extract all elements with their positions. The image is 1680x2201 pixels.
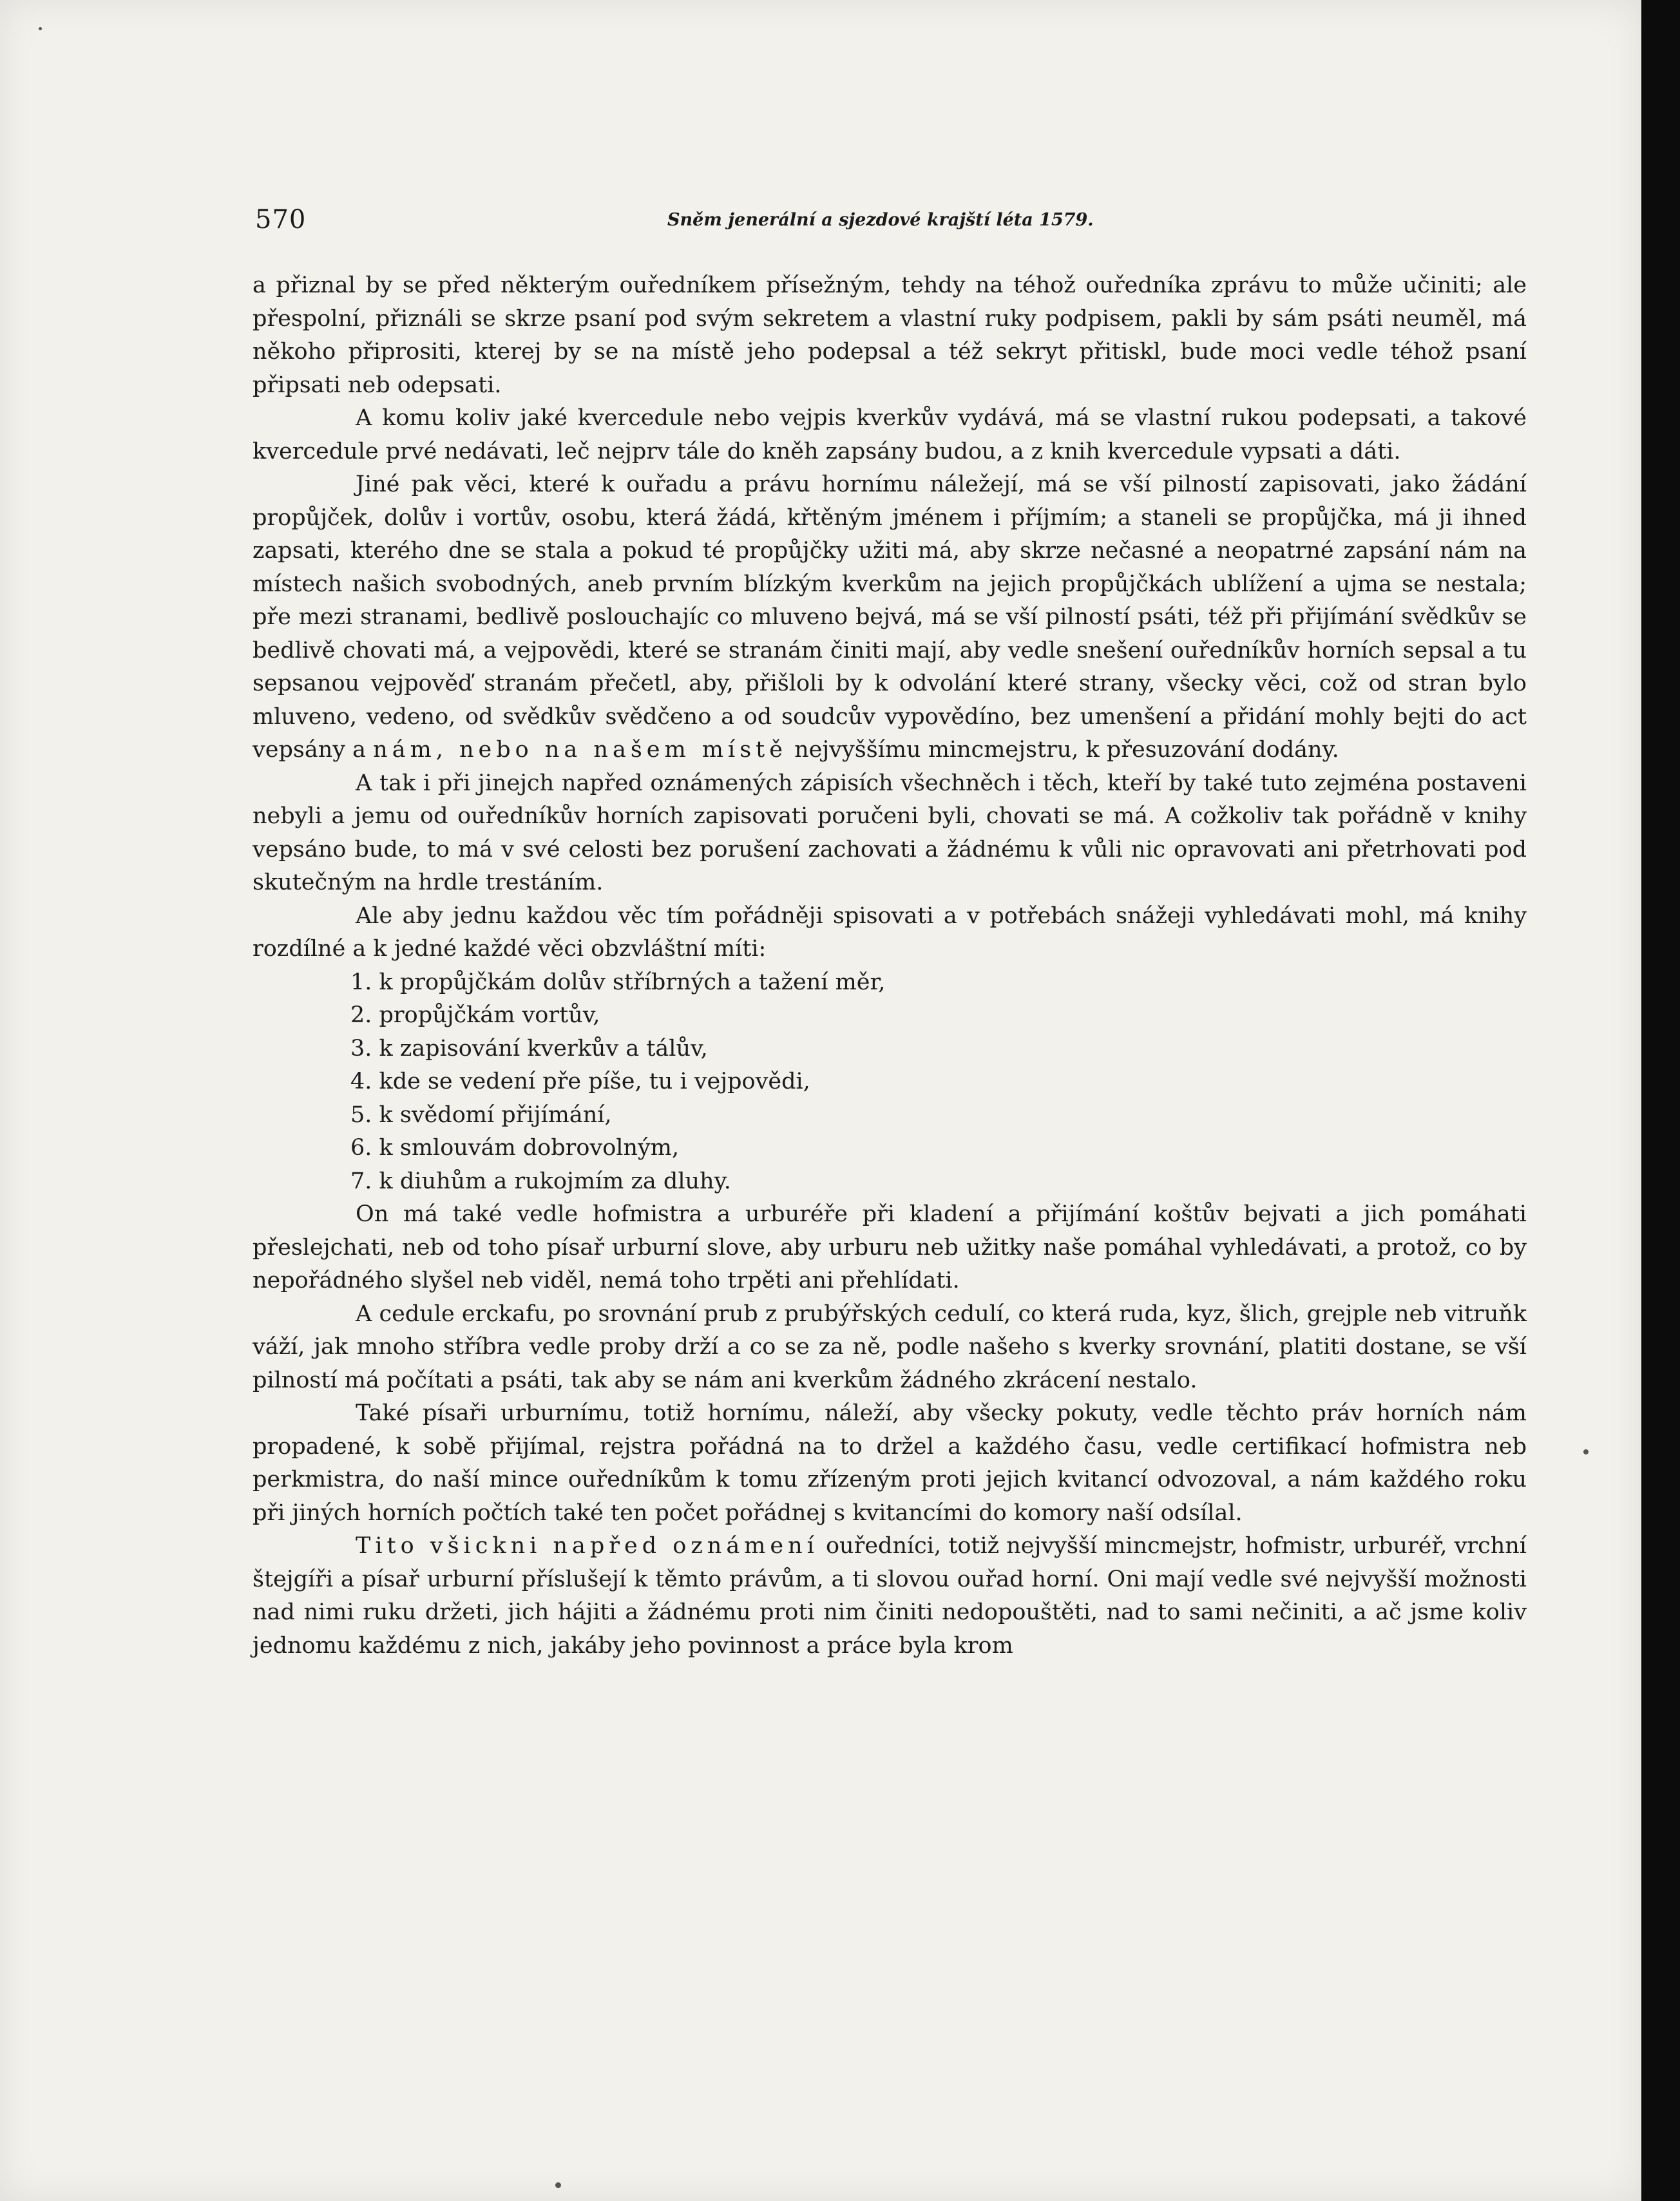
list-item: 4. kde se vedení pře píše, tu i vejpovědi, <box>350 1069 810 1094</box>
paragraph-8: Také písaři urburnímu, totiž hornímu, náleží, aby všecky pokuty, vedle těchto práv horních nám propadené, k sobě přijímal, rejstra pořádná na to držel a každého času, vedle certifikací hofmistra neb perkmistra, do naší mince ouředníkům k tomu zřízeným proti jejich kvitancí odvozoval, a nám každého roku při jiných horních počtích také ten počet pořádnej s kvitancími do komory naší odsílal. <box>253 1400 1527 1526</box>
scan-speck <box>1583 1449 1589 1454</box>
list-item: 2. propůjčkám vortův, <box>350 1002 600 1028</box>
list-item: 7. k diuhům a rukojmím za dluhy. <box>350 1168 731 1194</box>
page-header <box>255 205 1518 243</box>
paragraph-5: Ale aby jednu každou věc tím pořádněji spisovati a v potřebách snážeji vyhledávati mohl, má knihy rozdílné a k jedné každé věci obzvláštní míti: <box>253 902 1527 962</box>
paragraph-7: A cedule erckafu, po srovnání prub z prubýřských cedulí, co která ruda, kyz, šlich, grejple neb vitruňk váží, jak mnoho stříbra vedle proby drží a co se za ně, podle našeho s kverky srovnání, platiti dostane, se vší pilností má počítati a psáti, tak aby se nám ani kverkům žádného zkrácení nestalo. <box>253 1301 1527 1393</box>
list-item: 6. k smlouvám dobrovolným, <box>350 1135 680 1161</box>
paragraph-1: a přiznal by se před některým ouředníkem přísežným, tehdy na téhož ouředníka zprávu to může učiniti; ale přespolní, přiználi se skrze psaní pod svým sekretem a vlastní ruky podpisem, pakli by sám psáti neuměl, má někoho připrositi, kterej by se na místě jeho podepsal a též sekryt přitiskl, bude moci vedle téhož psaní připsati neb odepsati. <box>253 272 1527 398</box>
running-title: Sněm jenerální a sjezdové krajští léta 1579. <box>667 210 1094 230</box>
paragraph-4: A tak i při jinejch napřed oznámených zápisích všechněch i těch, kteří by také tuto zejména postaveni nebyli a jemu od ouředníkův horních zapisovati poručeni byli, chovati se má. A cožkoliv tak pořádně v knihy vepsáno bude, to má v své celosti bez porušení zachovati a žádnému k vůli nic opravovati ani přetrhovati pod skutečným na hrdle trestáním. <box>253 770 1527 895</box>
page-number: 570 <box>255 205 307 234</box>
paragraph-2: A komu koliv jaké kvercedule nebo vejpis kverkův vydává, má se vlastní rukou podepsati, a takové kvercedule prvé nedávati, leč nejprv tále do kněh zapsány budou, a z knih kvercedule vypsati a dáti. <box>253 405 1527 464</box>
paragraph-9-text: ouředníci, totiž nejvyšší mincmejstr, hofmistr, urburéř, vrchní štejgíři a písař urburní příslušejí k těmto právům, a ti slovou ouřad horní. Oni mají vedle své nejvyšší možnosti nad nimi ruku držeti, jich hájiti a žádnému proti nim činiti nedopouštěti, nad to sami nečiniti, a ač jsme koliv jednomu každému z nich, jakáby jeho povinnost a práce byla krom <box>253 1533 1527 1659</box>
paragraph-9 <box>253 1530 1527 1663</box>
paragraph-3-text: Jiné pak věci, které k ouřadu a právu hornímu náležejí, má se vší pilností zapisovati, jako žádání propůjček, dolův i vortův, osobu, která žádá, křtěným jménem i příjmím; a staneli se propůjčka, má ji ihned zapsati, kterého dne se stala a pokud té propůjčky užiti má, aby skrze nečasné a neopatrné zapsání nám na místech našich svobodných, aneb prvním blízkým kverkům na jejich propůjčkách ublížení a ujma se nestala; pře mezi stranami, bedlivě poslouchajíc co mluveno bejvá, má se vší pilností psáti, též při přijímání svědkův se bedlivě chovati má, a vejpovědi, které se stranám činiti mají, aby vedle snešení ouředníkův horních sepsal a tu sepsanou vejpověď stranám přečetl, aby, přišloli by k odvolání které strany, všecky věci, což od stran bylo mluveno, vedeno, od svědkův svědčeno a od soudcův vypovědíno, bez umenšení a přidání mohly bejti do act vepsány a <box>253 472 1527 763</box>
list-item: 5. k svědomí přijímání, <box>350 1101 612 1128</box>
list-item: 3. k zapisování kverkův a tálův, <box>350 1035 708 1062</box>
paragraph-6: On má také vedle hofmistra a urburéře při kladení a přijímání koštův bejvati a jich pomáhati přeslejchati, neb od toho písař urburní slove, aby urburu neb užitky naše pomáhal vyhledávati, a protož, co by nepořádného slyšel neb viděl, nemá toho trpěti ani přehlídati. <box>253 1201 1527 1293</box>
spaced-emphasis: Tito všickni napřed oznámení <box>356 1533 819 1559</box>
body-text <box>253 269 1527 1663</box>
scan-speck <box>39 27 42 30</box>
book-list <box>253 966 1527 1199</box>
scan-dark-edge <box>1641 0 1680 2201</box>
scan-speck <box>555 2182 561 2188</box>
paragraph-3 <box>253 468 1527 767</box>
list-item: 1. k propůjčkám dolův stříbrných a tažení měr, <box>350 969 886 995</box>
spaced-emphasis: nám, nebo na našem místě <box>373 737 787 763</box>
paragraph-3-text-after: nejvyššímu mincmejstru, k přesuzování dodány. <box>794 737 1339 763</box>
